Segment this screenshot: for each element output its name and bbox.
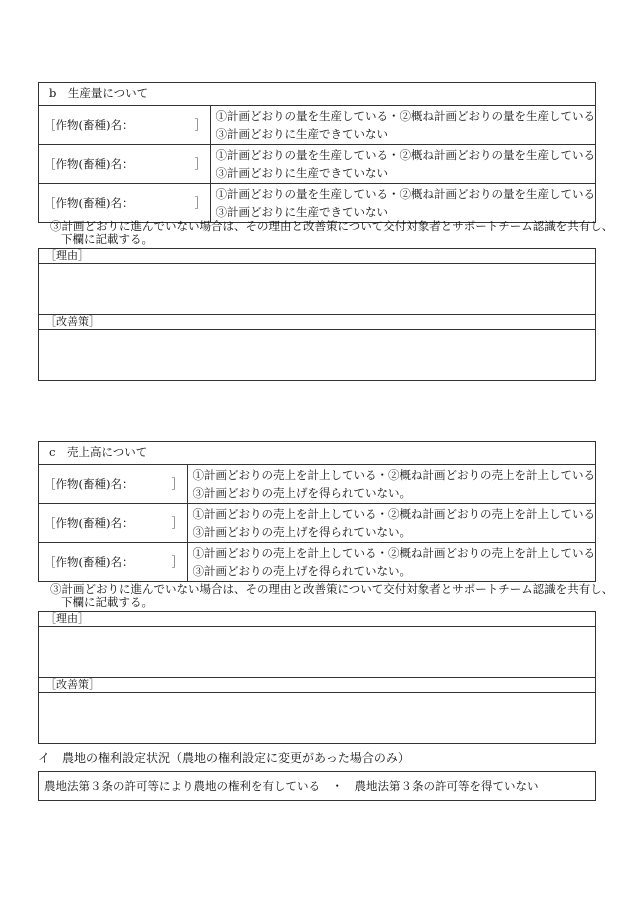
table-row	[39, 145, 595, 184]
production-note-line2: 下欄に記載する。	[61, 232, 153, 246]
crop-name-field[interactable]: ［作物(畜種)名： ］	[39, 543, 188, 581]
option-3[interactable]: ③計画どおりに生産できていない	[215, 166, 388, 180]
option-3[interactable]: ③計画どおりの売上げを得られていない。	[192, 486, 411, 500]
crop-name-field[interactable]: ［作物(畜種)名： ］	[39, 465, 188, 503]
option-1-2[interactable]: ①計画どおりの量を生産している・②概ね計画どおりの量を生産している	[215, 148, 595, 162]
land-rights-heading: イ 農地の権利設定状況（農地の権利設定に変更があった場合のみ）	[38, 751, 410, 765]
reason-input-area[interactable]	[39, 264, 595, 315]
table-row	[39, 106, 595, 145]
crop-name-field[interactable]: ［作物(畜種)名： ］	[39, 184, 211, 222]
production-reason-box	[38, 248, 596, 381]
sales-table	[38, 441, 596, 582]
sales-reason-box	[38, 611, 596, 744]
sales-options[interactable]	[188, 543, 596, 581]
option-1-2[interactable]: ①計画どおりの売上を計上している・②概ね計画どおりの売上を計上している	[192, 546, 595, 560]
table-row	[39, 504, 595, 543]
improvement-input-area[interactable]	[39, 693, 595, 743]
table-row	[39, 465, 595, 504]
land-rights-options[interactable]: 農地法第３条の許可等により農地の権利を有している ・ 農地法第３条の許可等を得ていない	[38, 771, 596, 801]
option-1-2[interactable]: ①計画どおりの売上を計上している・②概ね計画どおりの売上を計上している	[192, 468, 595, 482]
table-row	[39, 543, 595, 581]
reason-label: ［理由］	[39, 612, 595, 627]
table-row	[39, 184, 595, 222]
option-3[interactable]: ③計画どおりの売上げを得られていない。	[192, 525, 411, 539]
option-1-2[interactable]: ①計画どおりの売上を計上している・②概ね計画どおりの売上を計上している	[192, 507, 595, 521]
option-3[interactable]: ③計画どおりの売上げを得られていない。	[192, 564, 411, 578]
sales-note-line1: ③計画どおりに進んでいない場合は、その理由と改善策について交付対象者とサポートチーム認識を共有し、	[50, 582, 614, 596]
crop-name-field[interactable]: ［作物(畜種)名： ］	[39, 504, 188, 542]
option-1-2[interactable]: ①計画どおりの量を生産している・②概ね計画どおりの量を生産している	[215, 187, 595, 201]
improvement-input-area[interactable]	[39, 330, 595, 380]
option-1-2[interactable]: ①計画どおりの量を生産している・②概ね計画どおりの量を生産している	[215, 109, 595, 123]
sales-note-line2: 下欄に記載する。	[61, 595, 153, 609]
improvement-label: ［改善策］	[39, 315, 595, 330]
production-options[interactable]	[211, 184, 596, 222]
production-table	[38, 82, 596, 223]
crop-name-field[interactable]: ［作物(畜種)名： ］	[39, 145, 211, 183]
reason-label: ［理由］	[39, 249, 595, 264]
production-options[interactable]	[211, 106, 596, 144]
production-note-line1: ③計画どおりに進んでいない場合は、その理由と改善策について交付対象者とサポートチーム認識を共有し、	[50, 219, 614, 233]
option-3[interactable]: ③計画どおりに生産できていない	[215, 127, 388, 141]
sales-options[interactable]	[188, 504, 596, 542]
option-3[interactable]: ③計画どおりに生産できていない	[215, 205, 388, 219]
production-header: b 生産量について	[39, 83, 595, 106]
improvement-label: ［改善策］	[39, 678, 595, 693]
reason-input-area[interactable]	[39, 627, 595, 678]
sales-options[interactable]	[188, 465, 596, 503]
crop-name-field[interactable]: ［作物(畜種)名： ］	[39, 106, 211, 144]
production-options[interactable]	[211, 145, 596, 183]
sales-header: c 売上高について	[39, 442, 595, 465]
